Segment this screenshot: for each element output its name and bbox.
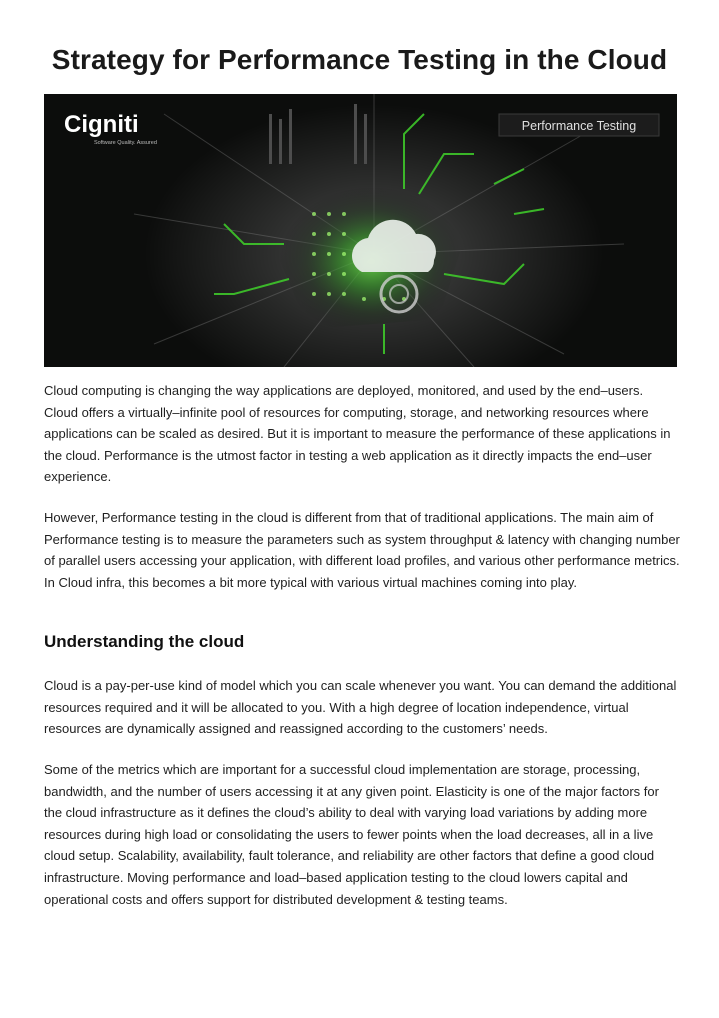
hero-image	[44, 94, 677, 367]
intro-paragraph-2	[44, 507, 680, 593]
section-heading-block	[44, 632, 680, 652]
paragraph-text: However, Performance testing in the cloud is different from that of traditional applications. The main aim of Performance testing is to measure the parameters such as system throughput & latency with changing number of parallel users accessing your application, with different load profiles, and various other performance metrics. In Cloud infra, this becomes a bit more typical with various virtual machines coming into play.	[44, 510, 680, 590]
circuit-cloud-illustration	[44, 94, 677, 367]
section-paragraph-1	[44, 675, 680, 740]
section-paragraph-2	[44, 759, 680, 910]
cigniti-logo: Cigniti	[64, 111, 139, 138]
paragraph-text: Cloud computing is changing the way applications are deployed, monitored, and used by the end–users. Cloud offers a virtually–infinite pool of resources for computing, storage, and networking resources where applications can be scaled as desired. But it is important to measure the performance of these applications in the cloud. Performance is the utmost factor in testing a web application as it directly impacts the end–user experience.	[44, 383, 671, 485]
performance-testing-badge: Performance Testing	[521, 119, 637, 133]
intro-paragraph-1	[44, 380, 680, 488]
paragraph-text: Cloud is a pay-per-use kind of model which you can scale whenever you want. You can demand the additional resources required and it will be allocated to you. With a high degree of location independence, virtual resources are dynamically assigned and reassigned according to the customers’ needs.	[44, 678, 677, 737]
logo-tagline: Software Quality. Assured	[94, 140, 157, 146]
section-heading: Understanding the cloud	[44, 632, 245, 651]
document-title: Strategy for Performance Testing in the Cloud	[51, 44, 668, 75]
paragraph-text: Some of the metrics which are important for a successful cloud implementation are storage, processing, bandwidth, and the number of users accessing it at any given point. Elasticity is one of the major factors for the cloud infrastructure as it defines the cloud’s ability to deal with varying load variations by adding more resources during high load or consolidating the users to fewer points when the load decreases, all in a live cloud setup. Scalability, availability, fault tolerance, and reliability are other factors that define a good cloud infrastructure. Moving performance and load–based application testing to the cloud lowers capital and operational costs and offers support for distributed development & testing teams.	[44, 762, 659, 907]
